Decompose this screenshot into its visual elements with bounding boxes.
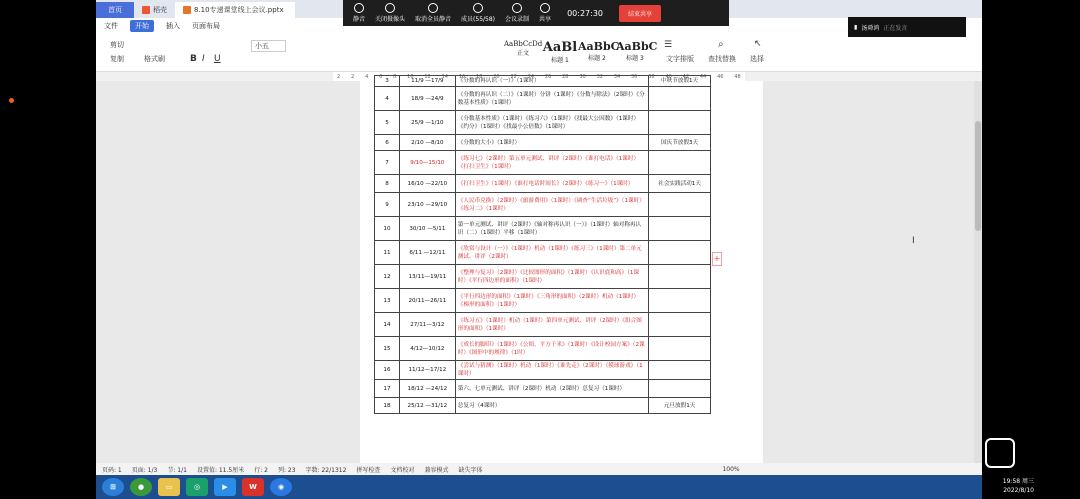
table-row xyxy=(375,337,711,361)
table-row xyxy=(375,76,711,87)
cell-remark xyxy=(649,151,711,175)
ruler-tick: 6 xyxy=(379,73,383,80)
cell-remark xyxy=(649,289,711,313)
phone-mirror-icon[interactable] xyxy=(985,438,1015,468)
speaker-name: 汤舜鸿 xyxy=(861,24,880,32)
cell-remark xyxy=(649,361,711,380)
cell-content: 第一单元测试、讲评（2课时）《轴对称再认识（一）》（1课时）轴对称再认识（二）（1课时）平移（1课时） xyxy=(455,217,648,241)
camera-label: 关闭摄像头 xyxy=(375,16,406,23)
cell-no: 7 xyxy=(375,151,400,175)
style-sample: AaBbC xyxy=(616,40,658,53)
cell-date: 16/10 —22/10 xyxy=(399,175,455,193)
cell-remark: 国庆节放假3天 xyxy=(649,135,711,151)
cell-no: 8 xyxy=(375,175,400,193)
cell-date: 13/11—19/11 xyxy=(399,265,455,289)
speaker-status: 正在发言 xyxy=(883,24,908,32)
members-label: 成员(55/58) xyxy=(461,16,496,23)
cell-no: 14 xyxy=(375,313,400,337)
add-row-icon[interactable]: + xyxy=(712,252,722,266)
cell-no: 10 xyxy=(375,217,400,241)
status-row: 行: 2 xyxy=(254,466,268,474)
cell-date: 23/10 —29/10 xyxy=(399,193,455,217)
record-icon xyxy=(512,3,522,13)
meeting-app-icon[interactable]: ◎ xyxy=(186,478,208,496)
ruler-tick: 8 xyxy=(393,73,397,80)
cell-content: 《尝试与猜测》（1课时）机动（1课时）《谁先走》（2课时）《摸球游戏》（1课时） xyxy=(455,361,648,380)
table-row xyxy=(375,111,711,135)
cell-no: 17 xyxy=(375,380,400,398)
cell-content: 第六、七单元测试、讲评（2课时）机动（2课时）总复习（1课时） xyxy=(455,380,648,398)
browser-icon[interactable]: ● xyxy=(130,478,152,496)
bold-icon[interactable]: B xyxy=(190,54,197,64)
share-button[interactable] xyxy=(539,3,551,23)
status-page: 页码: 1 xyxy=(102,466,122,474)
status-pages: 页面: 1/3 xyxy=(131,466,158,474)
table-row xyxy=(375,289,711,313)
cell-date: 30/10 —5/11 xyxy=(399,217,455,241)
ruler-tick: 18 xyxy=(476,73,483,80)
ruler-tick: 44 xyxy=(699,73,707,80)
zoom-level[interactable]: 100% xyxy=(722,465,740,473)
mute-all-icon xyxy=(428,3,438,13)
cell-date: 6/11 —12/11 xyxy=(399,241,455,265)
cell-content: 《平行四边形的面积》（1课时）《三角形的面积》（2课时）机动（1课时）《梯形的面积》（1课时） xyxy=(455,289,648,313)
text-layout-icon[interactable]: ☰ xyxy=(664,40,673,50)
cell-remark xyxy=(649,241,711,265)
share-icon xyxy=(540,3,550,13)
record-label: 会议录制 xyxy=(505,16,530,23)
tab-pptx[interactable] xyxy=(175,2,295,18)
cell-date: 20/11—26/11 xyxy=(399,289,455,313)
style-sample: AaBl xyxy=(542,40,578,55)
ruler-tick: 20 xyxy=(493,73,500,80)
cell-no: 15 xyxy=(375,337,400,361)
underline-icon[interactable]: U xyxy=(214,54,221,64)
ruler-tick: 2 xyxy=(337,73,341,80)
ruler-tick: 34 xyxy=(613,73,621,80)
style-heading3[interactable] xyxy=(616,40,658,66)
cell-remark xyxy=(649,265,711,289)
style-sample: AaBbC xyxy=(578,40,620,53)
table-row xyxy=(375,265,711,289)
italic-icon[interactable]: I xyxy=(202,54,205,64)
scrollbar-thumb[interactable] xyxy=(975,121,981,231)
select-button[interactable]: 选择 xyxy=(750,55,764,63)
cell-no: 18 xyxy=(375,398,400,414)
members-icon xyxy=(473,3,483,13)
find-replace-button[interactable]: 查找替换 xyxy=(708,55,736,63)
cell-date: 18/12 —24/12 xyxy=(399,380,455,398)
system-clock[interactable] xyxy=(1003,477,1034,495)
table-row xyxy=(375,135,711,151)
ruler-tick: 10 xyxy=(407,73,414,80)
spell-check-button[interactable]: 拼写检查 xyxy=(356,466,381,474)
cell-date: 25/9 —1/10 xyxy=(399,111,455,135)
cell-date: 11/9 —17/9 xyxy=(399,76,455,87)
cell-content: 《分数基本性质》（1课时）《练习六》（1课时）《找最大公因数》（1课时）《约分》（1课时）《找最小公倍数》（1课时） xyxy=(455,111,648,135)
cell-date: 4/12—10/12 xyxy=(399,337,455,361)
meeting-timer: 00:27:30 xyxy=(567,8,603,18)
cell-remark xyxy=(649,111,711,135)
missing-font-button[interactable]: 缺失字体 xyxy=(458,466,483,474)
ruler-tick: 48 xyxy=(734,73,741,80)
ppt-icon xyxy=(183,6,191,14)
cell-content: 《人民币兑换》（2课时）《旅游费用》（1课时）《调查“生活垃圾”》（1课时）《练习二》（1课时） xyxy=(455,193,648,217)
cell-remark xyxy=(649,193,711,217)
menu-file[interactable]: 文件 xyxy=(104,22,118,30)
tab-home[interactable] xyxy=(96,2,134,18)
video-app-icon[interactable]: ◉ xyxy=(270,478,292,496)
ruler-tick: 40 xyxy=(665,73,672,80)
mute-all-button[interactable] xyxy=(415,3,451,23)
table-row xyxy=(375,361,711,380)
tab-label: 首页 xyxy=(108,6,122,14)
screen xyxy=(96,0,982,499)
style-sample: AaBbCcDd xyxy=(504,40,543,48)
cell-content: 总复习（4课时） xyxy=(455,398,648,414)
cell-remark xyxy=(649,313,711,337)
ruler-tick: 12 xyxy=(424,73,431,80)
cell-date: 18/9 —24/9 xyxy=(399,87,455,111)
table-row xyxy=(375,217,711,241)
stop-share-button[interactable]: 结束共享 xyxy=(619,5,661,22)
cell-remark: 元旦放假1天 xyxy=(649,398,711,414)
table-row xyxy=(375,380,711,398)
ruler-tick: 16 xyxy=(458,73,466,80)
tab-label: 8.10专递课堂线上会议.pptx xyxy=(194,6,284,14)
cell-date: 25/12 —31/12 xyxy=(399,398,455,414)
cell-no: 6 xyxy=(375,135,400,151)
cell-content: 《练习五》（1课时）机动（1课时）第四单元测试、讲评（2课时）《组合图形的面积》（1课时） xyxy=(455,313,648,337)
taskbar xyxy=(96,475,982,499)
doc-check-button[interactable]: 文档校对 xyxy=(390,466,415,474)
ruler-tick: 28 xyxy=(562,73,569,80)
members-button[interactable] xyxy=(461,3,495,23)
cell-content: 《分数的再认识（二）》（1课时）分饼（1课时）《分数与除法》（2课时）《分数基本性质》（1课时） xyxy=(455,87,648,111)
menu-layout[interactable]: 页面布局 xyxy=(192,22,220,30)
cell-remark xyxy=(649,380,711,398)
status-setting: 设置值: 11.5厘米 xyxy=(196,466,245,474)
cell-content: 《打扫卫生》（1课时）《谁打电话时间长》（2课时）《练习一》（1课时） xyxy=(455,175,648,193)
folder-icon[interactable]: ▭ xyxy=(158,478,180,496)
wps-icon xyxy=(142,6,150,14)
cell-content: 《分数的再认识（一）》（1课时） xyxy=(455,76,648,87)
record-button[interactable] xyxy=(505,3,529,23)
cell-date: 11/12—17/12 xyxy=(399,361,455,380)
cell-content: 《欣赏与设计（一）》（1课时）机动（1课时）《练习三》（1课时）第二单元测试、讲评（2课时） xyxy=(455,241,648,265)
cell-date: 2/10 —8/10 xyxy=(399,135,455,151)
cell-remark xyxy=(649,87,711,111)
cursor-select-icon[interactable]: ↖ xyxy=(754,39,762,49)
mic-button[interactable] xyxy=(353,3,365,23)
share-label: 共享 xyxy=(539,16,552,23)
copy-button[interactable]: 复制 xyxy=(110,55,124,63)
cell-no: 13 xyxy=(375,289,400,313)
orange-dot xyxy=(9,98,14,103)
cell-remark: 社会实践活动1天 xyxy=(649,175,711,193)
cell-remark: 中秋节放假1天 xyxy=(649,76,711,87)
ruler-tick: 24 xyxy=(527,73,535,80)
wps-app-icon[interactable]: W xyxy=(242,478,264,496)
menu-start[interactable]: 开始 xyxy=(130,20,154,32)
status-section: 节: 1/1 xyxy=(167,466,187,474)
arrow-app-icon[interactable]: ▶ xyxy=(214,478,236,496)
cell-date: 27/11—3/12 xyxy=(399,313,455,337)
cell-content: 《练习七》（2课时）第五单元测试、讲评（2课时）《谁打电话》（1课时）《打扫卫生》（1课时） xyxy=(455,151,648,175)
ruler-tick: 30 xyxy=(579,73,586,80)
cell-no: 12 xyxy=(375,265,400,289)
text-layout-button[interactable]: 文字排版 xyxy=(666,55,694,63)
table-row xyxy=(375,398,711,414)
start-icon[interactable]: ⊞ xyxy=(102,478,124,496)
table-row xyxy=(375,313,711,337)
cell-remark xyxy=(649,337,711,361)
cut-button[interactable]: 剪切 xyxy=(110,41,124,49)
ruler-tick: 36 xyxy=(631,73,638,80)
status-col: 列: 23 xyxy=(277,466,296,474)
tab-label: 稻壳 xyxy=(153,6,167,14)
style-label: 标题 3 xyxy=(626,55,644,62)
style-label: 正文 xyxy=(516,50,529,57)
search-icon[interactable]: ⌕ xyxy=(718,39,724,50)
table-row xyxy=(375,241,711,265)
ruler-tick: 32 xyxy=(596,73,603,80)
style-label: 标题 2 xyxy=(588,55,606,62)
ruler-tick: 14 xyxy=(441,73,448,80)
ruler-tick: 22 xyxy=(510,73,517,80)
clock-time: 19:58 周三 xyxy=(1002,478,1034,485)
compat-mode: 兼容模式 xyxy=(424,466,449,474)
ruler-tick: 42 xyxy=(682,73,690,80)
meeting-toolbar xyxy=(343,0,729,26)
cell-content: 《整理与复习》（2课时）《比较图形的面积》（1课时）《认识底和高》（1课时）《平行四边形的面积》（1课时） xyxy=(455,265,648,289)
style-label: 标题 1 xyxy=(551,57,569,64)
table-row xyxy=(375,151,711,175)
ruler-tick: 38 xyxy=(648,73,655,80)
text-cursor-icon: I xyxy=(912,236,915,246)
ruler-tick: 46 xyxy=(717,73,724,80)
mute-all-label: 取消全员静音 xyxy=(415,16,452,23)
cell-no: 16 xyxy=(375,361,400,380)
schedule-table xyxy=(374,75,711,414)
table-row xyxy=(375,175,711,193)
tab-daoke[interactable] xyxy=(134,2,175,18)
status-words[interactable]: 字数: 22/1312 xyxy=(305,466,347,474)
cell-no: 4 xyxy=(375,87,400,111)
cell-content: 《成长的脚印》（1课时）《公顷、平方千米》（1课时）《设计校园方案》（2课时）《图形中的规律》（1时） xyxy=(455,337,648,361)
table-row xyxy=(375,87,711,111)
mic-label: 静音 xyxy=(353,16,366,23)
format-painter-button[interactable]: 格式刷 xyxy=(144,55,165,63)
status-bar xyxy=(96,463,982,475)
cell-no: 9 xyxy=(375,193,400,217)
menu-insert[interactable]: 插入 xyxy=(166,22,180,30)
mic-icon xyxy=(354,3,364,13)
document-page xyxy=(360,78,763,463)
cell-no: 3 xyxy=(375,76,400,87)
vertical-scrollbar[interactable] xyxy=(974,81,982,463)
speaker-indicator xyxy=(848,17,966,37)
style-normal[interactable] xyxy=(504,40,542,66)
clock-date: 2022/8/10 xyxy=(1003,487,1034,494)
cell-content: 《分数的大小》（1课时） xyxy=(455,135,648,151)
font-size-select[interactable]: 小五 xyxy=(251,40,286,52)
cell-remark xyxy=(649,217,711,241)
camera-button[interactable] xyxy=(375,3,405,23)
ruler-tick: 26 xyxy=(544,73,552,80)
ruler-tick: 2 xyxy=(351,73,355,80)
cell-date: 9/10—15/10 xyxy=(399,151,455,175)
camera-icon xyxy=(385,3,395,13)
cell-no: 11 xyxy=(375,241,400,265)
style-heading2[interactable] xyxy=(578,40,620,66)
style-heading1[interactable] xyxy=(542,40,578,66)
ruler-tick: 4 xyxy=(365,73,369,80)
speaker-icon: ▮ xyxy=(854,23,858,31)
table-row xyxy=(375,193,711,217)
cell-no: 5 xyxy=(375,111,400,135)
